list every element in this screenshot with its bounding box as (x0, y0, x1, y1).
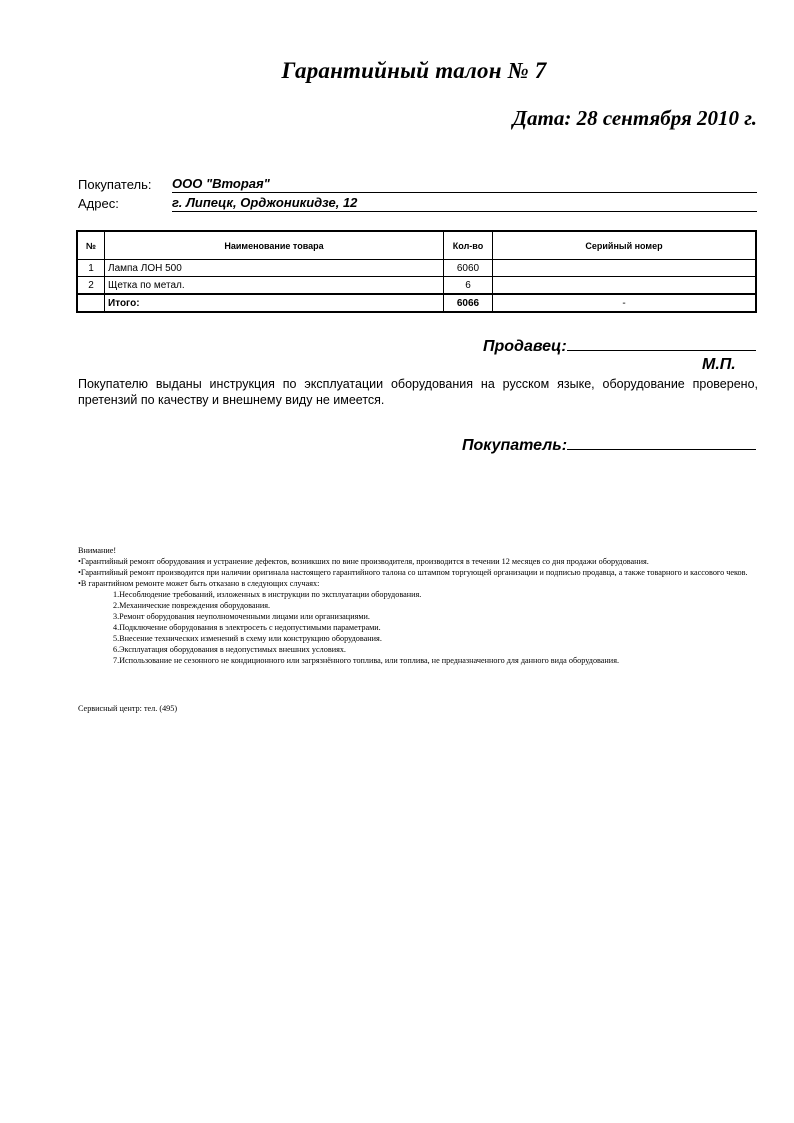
warranty-heading: Внимание! (78, 546, 117, 555)
seller-label: Продавец: (483, 338, 567, 355)
row-serial (493, 260, 757, 277)
col-header-serial: Серийный номер (493, 231, 757, 260)
buyer-label: Покупатель: (78, 177, 152, 192)
row-qty: 6060 (444, 260, 493, 277)
table-row (77, 260, 756, 277)
document-title: Гарантийный талон № 7 (281, 58, 547, 83)
total-serial: - (493, 294, 757, 312)
warranty-case: 4.Подключение оборудования в электросеть с недопустимыми параметрами. (113, 623, 381, 632)
warranty-case: 7.Использование не сезонного не кондиционного или загрязнённого топлива, или топлива, не предназначенного для данного вида оборудования. (113, 656, 620, 665)
buyer-value: ООО "Вторая" (172, 176, 757, 193)
total-label: Итого: (105, 294, 444, 312)
row-name: Лампа ЛОН 500 (105, 260, 444, 277)
warranty-case: 2.Механические повреждения оборудования. (113, 601, 271, 610)
seller-signature-line (567, 350, 756, 351)
instruction-note: Покупателю выданы инструкция по эксплуатации оборудования на русском языке, оборудование проверено, претензий по качеству и внешнему виду не имеется. (78, 377, 758, 407)
address-label: Адрес: (78, 196, 119, 211)
document-date: Дата: 28 сентября 2010 г. (512, 106, 757, 130)
total-qty: 6066 (444, 294, 493, 312)
buyer-signature-line (567, 449, 756, 450)
table-row (77, 277, 756, 295)
buyer-signature-label: Покупатель: (462, 437, 568, 454)
row-num: 1 (77, 260, 105, 277)
warranty-case: 1.Несоблюдение требований, изложенных в инструкции по эксплуатации оборудования. (113, 590, 422, 599)
warranty-paragraph-2: •Гарантийный ремонт производится при наличии оригинала настоящего гарантийного талона со штампом торгующей организации и подписью продавца, а также товарного и кассового чеков. (78, 568, 748, 577)
row-num: 2 (77, 277, 105, 295)
seller-signature (483, 338, 756, 356)
row-serial (493, 277, 757, 295)
row-qty: 6 (444, 277, 493, 295)
warranty-case: 6.Эксплуатация оборудования в недопустимых внешних условиях. (113, 645, 346, 654)
col-header-name: Наименование товара (105, 231, 444, 260)
row-name: Щетка по метал. (105, 277, 444, 295)
address-value: г. Липецк, Орджоникидзе, 12 (172, 195, 757, 212)
warranty-case: 3.Ремонт оборудования неуполномоченными лицами или организациями. (113, 612, 370, 621)
warranty-paragraph-1: •Гарантийный ремонт оборудования и устранение дефектов, возникших по вине производителя, производится в течении 12 месяцев со дня продажи оборудования. (78, 557, 649, 566)
warranty-terms (78, 545, 758, 666)
buyer-signature (462, 437, 756, 455)
service-center: Сервисный центр: тел. (495) (78, 704, 178, 713)
warranty-paragraph-3: •В гарантийном ремонте может быть отказано в следующих случаях: (78, 579, 320, 588)
col-header-qty: Кол-во (444, 231, 493, 260)
items-table (76, 230, 757, 313)
warranty-case: 5.Внесение технических изменений в схему или конструкцию оборудования. (113, 634, 382, 643)
total-num (77, 294, 105, 312)
col-header-num: № (77, 231, 105, 260)
table-total-row (77, 294, 756, 312)
stamp-label: М.П. (702, 356, 736, 373)
table-header-row (77, 231, 756, 260)
